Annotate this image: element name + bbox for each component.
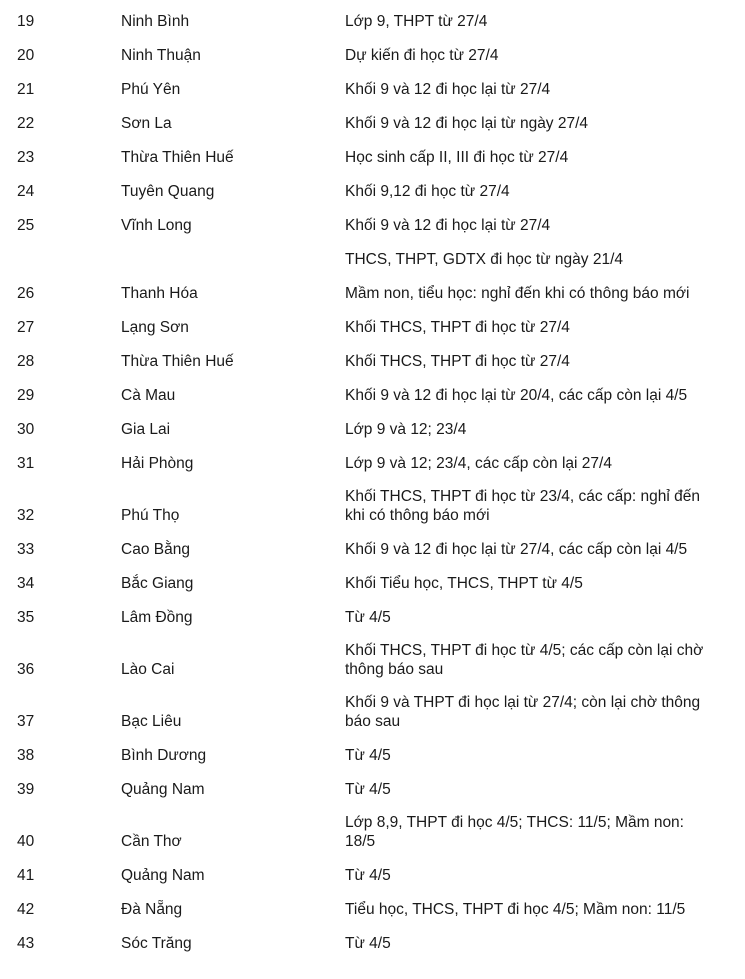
reopening-note: Khối 9 và THPT đi học lại từ 27/4; còn lại chờ thông báo sau: [345, 694, 701, 730]
table-row: [0, 739, 745, 773]
table-row: [0, 601, 745, 635]
province-name: Phú Thọ: [121, 507, 180, 524]
table-row: [0, 311, 745, 345]
reopening-note: Khối THCS, THPT đi học từ 27/4: [345, 319, 570, 336]
province-name: Bạc Liêu: [121, 713, 182, 730]
row-number: 30: [17, 421, 35, 438]
table-row: [0, 107, 745, 141]
row-number: 25: [17, 217, 35, 234]
province-name: Thừa Thiên Huế: [121, 149, 234, 166]
table-row: [0, 39, 745, 73]
province-name: Ninh Thuận: [121, 47, 201, 64]
reopening-note: Lớp 8,9, THPT đi học 4/5; THCS: 11/5; Mầm non: 18/5: [345, 814, 684, 850]
province-name: Quảng Nam: [121, 867, 205, 884]
province-name: Lâm Đồng: [121, 609, 193, 626]
row-number: 35: [17, 609, 35, 626]
province-name: Phú Yên: [121, 81, 181, 98]
reopening-note: Khối THCS, THPT đi học từ 4/5; các cấp còn lại chờ thông báo sau: [345, 642, 704, 678]
table-row: [0, 345, 745, 379]
row-number: 39: [17, 781, 35, 798]
reopening-note: Khối Tiểu học, THCS, THPT từ 4/5: [345, 575, 583, 592]
table-row: [0, 277, 745, 311]
province-name: Thanh Hóa: [121, 285, 198, 302]
reopening-note: Khối 9,12 đi học từ 27/4: [345, 183, 510, 200]
province-name: Cà Mau: [121, 387, 176, 404]
reopening-note: Từ 4/5: [345, 781, 391, 798]
table-row: [0, 807, 745, 859]
row-number: 29: [17, 387, 35, 404]
table-row: [0, 413, 745, 447]
province-name: Thừa Thiên Huế: [121, 353, 234, 370]
reopening-note: Lớp 9 và 12; 23/4, các cấp còn lại 27/4: [345, 455, 612, 472]
row-number: 23: [17, 149, 35, 166]
table-row: [0, 73, 745, 107]
reopening-note: Dự kiến đi học từ 27/4: [345, 47, 499, 64]
row-number: 36: [17, 661, 35, 678]
province-name: Cần Thơ: [121, 833, 182, 850]
province-name: Lào Cai: [121, 661, 175, 678]
row-number: 24: [17, 183, 35, 200]
row-number: 41: [17, 867, 35, 884]
table-row: [0, 141, 745, 175]
reopening-note: Khối 9 và 12 đi học lại từ 27/4: [345, 81, 551, 98]
row-number: 21: [17, 81, 35, 98]
table-row: [0, 773, 745, 807]
table-row: [0, 175, 745, 209]
table-row: [0, 379, 745, 413]
row-number: 27: [17, 319, 35, 336]
row-number: 38: [17, 747, 35, 764]
province-name: Gia Lai: [121, 421, 171, 438]
reopening-note: Khối THCS, THPT đi học từ 27/4: [345, 353, 570, 370]
row-number: 37: [17, 713, 35, 730]
province-name: Sóc Trăng: [121, 935, 192, 952]
table-row: [0, 893, 745, 927]
province-name: Cao Bằng: [121, 541, 190, 558]
row-number: 20: [17, 47, 35, 64]
reopening-note: Lớp 9 và 12; 23/4: [345, 421, 467, 438]
reopening-note: Khối 9 và 12 đi học lại từ 27/4: [345, 217, 551, 234]
reopening-note: Khối 9 và 12 đi học lại từ 20/4, các cấp còn lại 4/5: [345, 387, 688, 404]
province-name: Sơn La: [121, 115, 172, 132]
reopening-note: Từ 4/5: [345, 747, 391, 764]
province-name: Hải Phòng: [121, 455, 194, 472]
reopening-note: Tiểu học, THCS, THPT đi học 4/5; Mầm non: 11/5: [345, 901, 686, 918]
row-number: 31: [17, 455, 35, 472]
table-row: [0, 687, 745, 739]
reopening-note: Từ 4/5: [345, 609, 391, 626]
province-name: Lạng Sơn: [121, 319, 189, 336]
province-name: Quảng Nam: [121, 781, 205, 798]
table-row: [0, 927, 745, 961]
reopening-note: Lớp 9, THPT từ 27/4: [345, 13, 488, 30]
table-row: [0, 447, 745, 481]
row-number: 33: [17, 541, 35, 558]
row-number: 34: [17, 575, 35, 592]
row-number: 28: [17, 353, 35, 370]
reopening-note: THCS, THPT, GDTX đi học từ ngày 21/4: [345, 251, 623, 268]
reopening-note: Học sinh cấp II, III đi học từ 27/4: [345, 149, 569, 166]
table-row: [0, 635, 745, 687]
table-row: [0, 481, 745, 533]
table-row: [0, 567, 745, 601]
row-number: 42: [17, 901, 35, 918]
row-number: 32: [17, 507, 35, 524]
table-row: [0, 533, 745, 567]
row-number: 19: [17, 13, 35, 30]
province-name: Bình Dương: [121, 747, 207, 764]
schedule-table: [0, 5, 745, 961]
reopening-note: Khối 9 và 12 đi học lại từ 27/4, các cấp còn lại 4/5: [345, 541, 688, 558]
reopening-note: Khối 9 và 12 đi học lại từ ngày 27/4: [345, 115, 589, 132]
table-row: [0, 209, 745, 243]
province-name: Vĩnh Long: [121, 217, 192, 234]
reopening-note: Mầm non, tiểu học: nghỉ đến khi có thông báo mới: [345, 285, 690, 302]
row-number: 43: [17, 935, 35, 952]
row-number: 22: [17, 115, 35, 132]
province-name: Ninh Bình: [121, 13, 190, 30]
province-name: Tuyên Quang: [121, 183, 215, 200]
table-row: [0, 859, 745, 893]
table-row: [0, 5, 745, 39]
reopening-note: Khối THCS, THPT đi học từ 23/4, các cấp: nghỉ đến khi có thông báo mới: [345, 488, 701, 524]
reopening-note: Từ 4/5: [345, 935, 391, 952]
row-number: 26: [17, 285, 35, 302]
province-name: Bắc Giang: [121, 575, 194, 592]
province-name: Đà Nẵng: [121, 901, 183, 918]
reopening-note: Từ 4/5: [345, 867, 391, 884]
row-number: 40: [17, 833, 35, 850]
table-row: [0, 243, 745, 277]
